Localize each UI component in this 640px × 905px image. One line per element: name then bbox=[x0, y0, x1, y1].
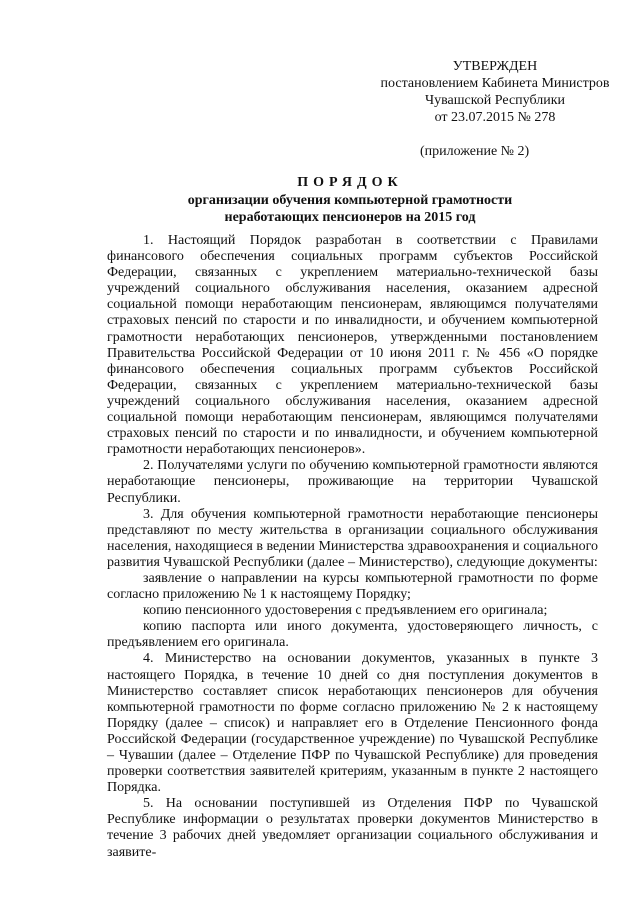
paragraph-3-item-passport: копию паспорта или иного документа, удостоверяющего личность, с предъявлением его оригинала. bbox=[107, 619, 598, 651]
paragraph-4: 4. Министерство на основании документов, указанных в пункте 3 настоящего Порядка, в течение 10 дней со дня поступления документов в Министерство составляет список неработающих пенсионеров для обучения компьютерной грамотности по форме согласно приложению № 2 к настоящему Порядку (далее – список) и направляет его в Отделение Пенсионного фонда Российской Федерации (государственное учреждение) по Чувашской Республике – Чувашии (далее – Отделение ПФР по Чувашской Республике) для проведения проверки соответствия заявителей критериям, указанным в пункте 2 настоящего Порядка. bbox=[107, 651, 598, 796]
title-subtitle-line2: неработающих пенсионеров на 2015 год bbox=[224, 210, 476, 225]
paragraph-3-item-application: заявление о направлении на курсы компьютерной грамотности по форме согласно приложению № 1 к настоящему Порядку; bbox=[107, 570, 598, 603]
paragraph-2: 2. Получателями услуги по обучению компьютерной грамотности являются неработающие пенсионеры, проживающие на территории Чувашской Республики. bbox=[107, 458, 598, 506]
title-main: ПОРЯДОК bbox=[297, 175, 403, 190]
approval-date-number: от 23.07.2015 № 278 bbox=[434, 110, 556, 125]
paragraph-5: 5. На основании поступившей из Отделения ПФР по Чувашской Республике информации о результатах проверки документов Министерство в течение 3 рабочих дней уведомляет организации социального обслуживания и заявите- bbox=[107, 796, 598, 860]
approval-heading: УТВЕРЖДЕН bbox=[452, 59, 538, 74]
document-title bbox=[90, 174, 610, 226]
paragraph-3: 3. Для обучения компьютерной грамотности неработающие пенсионеры представляют по месту жительства в организации социального обслуживания населения, находящиеся в ведении Министерства здравоохранения и социального развития Чувашской Республики (далее – Министерство), следующие документы: bbox=[107, 506, 598, 570]
title-subtitle-line1: организации обучения компьютерной грамотности bbox=[187, 193, 513, 208]
approval-stamp bbox=[370, 58, 620, 126]
approval-authority: постановлением Кабинета Министров bbox=[380, 76, 610, 91]
paragraph-1: 1. Настоящий Порядок разработан в соответствии с Правилами финансового обеспечения социальных программ субъектов Российской Федерации, связанных с укреплением материально-технической базы учреждений социального обслуживания населения, оказанием адресной социальной помощи неработающим пенсионерам, являющимся получателями страховых пенсий по старости и по инвалидности, и обучением компьютерной грамотности неработающих пенсионеров, утвержденными постановлением Правительства Российской Федерации от 10 июня 2011 г. № 456 «О порядке финансового обеспечения социальных программ субъектов Российской Федерации, связанных с укреплением материально-технической базы учреждений социального обслуживания населения, оказанием адресной социальной помощи неработающим пенсионерам, являющимся получателями страховых пенсий по старости и по инвалидности, и обучением компьютерной грамотности неработающих пенсионеров». bbox=[107, 233, 598, 458]
appendix-label: (приложение № 2) bbox=[420, 144, 530, 159]
paragraph-3-item-pension-certificate: копию пенсионного удостоверения с предъявлением его оригинала; bbox=[143, 603, 548, 619]
document-body bbox=[107, 233, 598, 861]
approval-region: Чувашской Республики bbox=[424, 93, 566, 108]
